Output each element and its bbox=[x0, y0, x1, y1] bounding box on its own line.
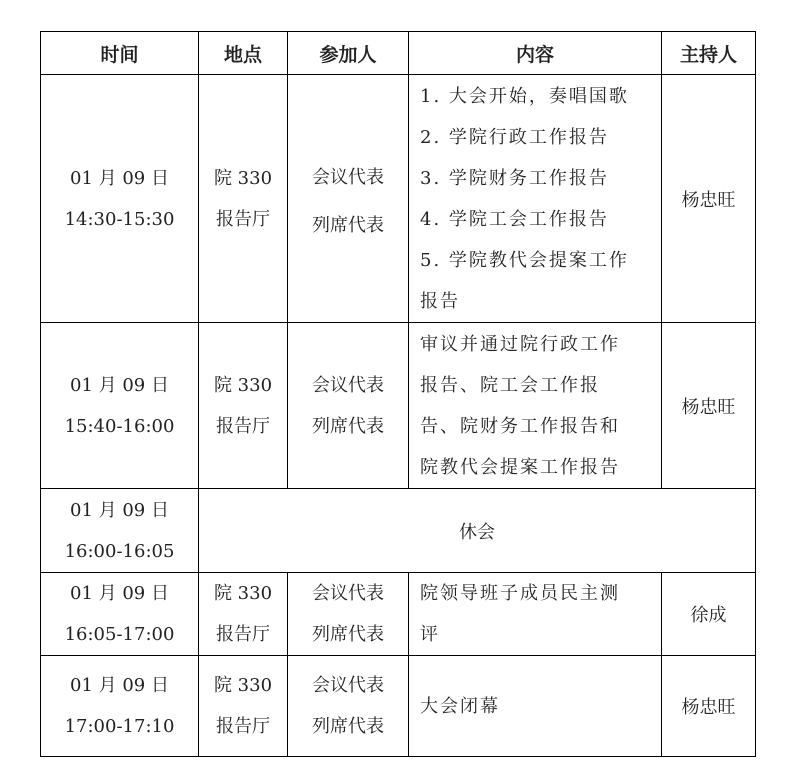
content-line: 3. 学院财务工作报告 bbox=[420, 167, 609, 189]
content-line: 报告、院工会工作报 bbox=[420, 374, 600, 396]
header-row bbox=[41, 32, 756, 75]
content-line: 5. 学院教代会提案工作 bbox=[420, 249, 629, 271]
attendee-line: 列席代表 bbox=[312, 624, 384, 645]
attendees-cell bbox=[288, 323, 409, 489]
table-row bbox=[41, 656, 756, 757]
date-text: 01 月 09 日 bbox=[70, 583, 169, 604]
attendee-line: 列席代表 bbox=[312, 415, 384, 437]
time-range-text: 16:00-16:05 bbox=[64, 540, 175, 562]
place-line: 报告厅 bbox=[216, 624, 270, 645]
time-range-text: 17:00-17:10 bbox=[64, 716, 175, 737]
attendees-cell bbox=[288, 573, 409, 656]
place-cell bbox=[199, 656, 288, 757]
place-line: 院 330 bbox=[213, 675, 273, 696]
attendees-cell bbox=[288, 75, 409, 323]
attendee-line: 列席代表 bbox=[312, 215, 384, 236]
table-row bbox=[41, 489, 756, 573]
content-cell bbox=[409, 323, 662, 489]
place-line: 报告厅 bbox=[216, 716, 270, 737]
content-line: 审议并通过院行政工作 bbox=[420, 333, 620, 355]
content-line: 院教代会提案工作报告 bbox=[420, 456, 620, 478]
content-line: 评 bbox=[420, 624, 440, 645]
attendees-cell bbox=[288, 656, 409, 757]
header-attendees: 参加人 bbox=[288, 32, 409, 75]
host-cell: 徐成 bbox=[662, 573, 756, 656]
date-text: 01 月 09 日 bbox=[70, 374, 169, 396]
content-line: 1. 大会开始，奏唱国歌 bbox=[420, 85, 629, 107]
header-content: 内容 bbox=[409, 32, 662, 75]
content-line: 大会闭幕 bbox=[420, 695, 500, 717]
attendee-line: 会议代表 bbox=[312, 583, 384, 604]
table-row bbox=[41, 573, 756, 656]
place-cell bbox=[199, 75, 288, 323]
header-host: 主持人 bbox=[662, 32, 756, 75]
place-line: 报告厅 bbox=[216, 415, 270, 437]
date-text: 01 月 09 日 bbox=[70, 167, 169, 189]
attendee-line: 会议代表 bbox=[312, 374, 384, 396]
content-cell bbox=[409, 656, 662, 757]
host-cell: 杨忠旺 bbox=[662, 323, 756, 489]
header-time: 时间 bbox=[41, 32, 199, 75]
place-line: 报告厅 bbox=[216, 208, 270, 230]
attendee-line: 会议代表 bbox=[312, 167, 384, 188]
table-row bbox=[41, 323, 756, 489]
place-line: 院 330 bbox=[213, 583, 273, 604]
time-cell bbox=[41, 489, 199, 573]
schedule-table bbox=[40, 31, 756, 757]
place-cell bbox=[199, 323, 288, 489]
time-cell bbox=[41, 75, 199, 323]
time-cell bbox=[41, 656, 199, 757]
content-cell bbox=[409, 75, 662, 323]
time-range-text: 14:30-15:30 bbox=[64, 208, 175, 230]
content-line: 告、院财务工作报告和 bbox=[420, 415, 620, 437]
break-cell: 休会 bbox=[199, 489, 756, 573]
content-cell bbox=[409, 573, 662, 656]
content-line: 2. 学院行政工作报告 bbox=[420, 126, 609, 148]
host-cell: 杨忠旺 bbox=[662, 75, 756, 323]
content-line: 院领导班子成员民主测 bbox=[420, 583, 620, 604]
date-text: 01 月 09 日 bbox=[70, 499, 169, 521]
table-row bbox=[41, 75, 756, 323]
time-cell bbox=[41, 573, 199, 656]
content-line: 4. 学院工会工作报告 bbox=[420, 208, 609, 230]
time-cell bbox=[41, 323, 199, 489]
time-range-text: 15:40-16:00 bbox=[64, 415, 175, 437]
place-line: 院 330 bbox=[213, 374, 273, 396]
header-place: 地点 bbox=[199, 32, 288, 75]
attendee-line: 列席代表 bbox=[312, 716, 384, 737]
place-cell bbox=[199, 573, 288, 656]
content-line: 报告 bbox=[420, 290, 460, 312]
time-range-text: 16:05-17:00 bbox=[64, 624, 175, 645]
place-line: 院 330 bbox=[213, 167, 273, 189]
host-cell: 杨忠旺 bbox=[662, 656, 756, 757]
attendee-line: 会议代表 bbox=[312, 675, 384, 696]
date-text: 01 月 09 日 bbox=[70, 675, 169, 696]
